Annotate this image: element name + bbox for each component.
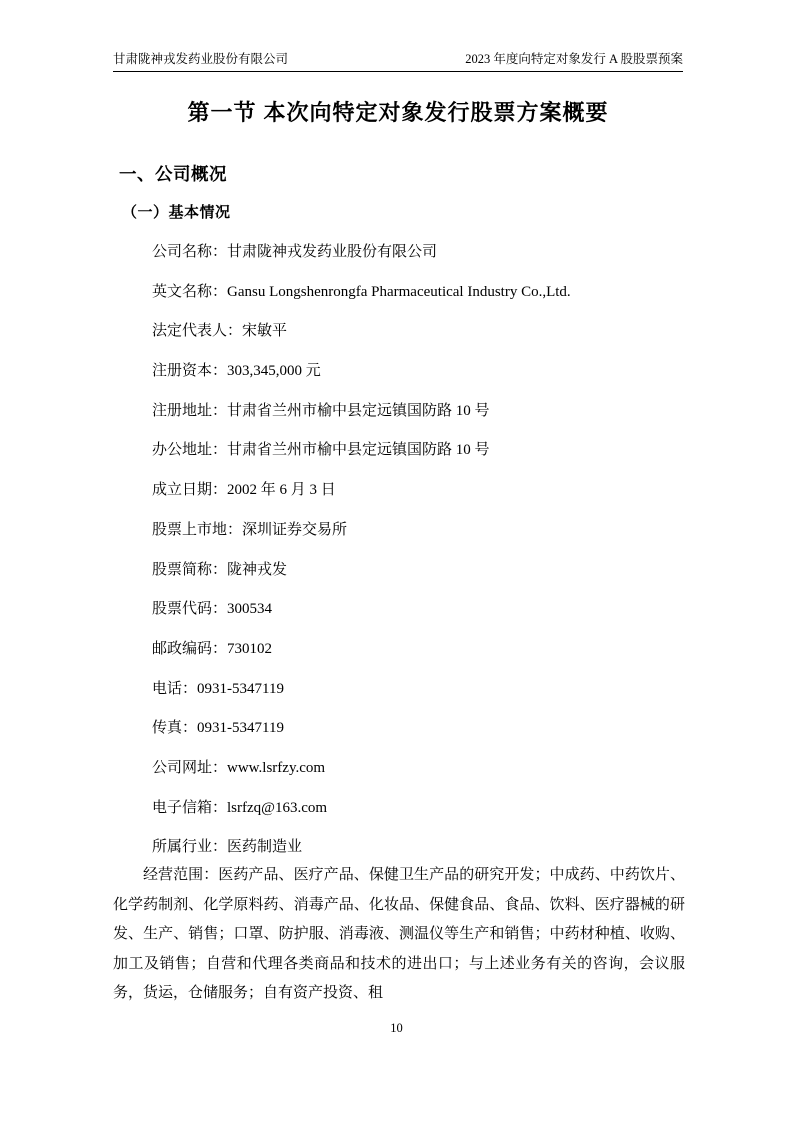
field-value: 甘肃陇神戎发药业股份有限公司 [227, 244, 438, 260]
page-header [113, 50, 683, 72]
field-row [152, 392, 685, 432]
field-row [152, 789, 685, 829]
field-row [152, 590, 685, 630]
page-number: 10 [390, 1021, 403, 1035]
field-label: 办公地址： [152, 442, 228, 459]
field-row [152, 709, 685, 749]
field-label: 法定代表人： [152, 323, 243, 340]
field-label: 所属行业： [152, 839, 228, 856]
field-value: 宋敏平 [242, 323, 288, 340]
business-scope-paragraph: 经营范围：医药产品、医疗产品、保健卫生产品的研究开发；中成药、中药饮片、化学药制剂、化学原料药、消毒产品、化妆品、保健食品、食品、饮料、医疗器械的研发、生产、销售；口罩、防护服、消毒液、测温仪等生产和销售；中药材种植、收购、加工及销售；自营和代理各类商品和技术的进出口；与上述业务有关的咨询，会议服务，货运，仓储服务；自有资产投资、租 [113, 867, 685, 1002]
field-value: 甘肃省兰州市榆中县定远镇国防路 10 号 [227, 442, 490, 459]
field-value: 730102 [227, 640, 273, 657]
chapter-title: 第一节 本次向特定对象发行股票方案概要 [187, 100, 609, 125]
field-value: 医药制造业 [227, 839, 303, 856]
field-value: 深圳证券交易所 [242, 521, 348, 538]
field-label: 股票代码： [152, 601, 228, 618]
field-value: 陇神戎发 [227, 561, 288, 578]
field-value: 0931-5347119 [197, 720, 284, 737]
subsection-heading-basic-info: （一）基本情况 [122, 204, 231, 221]
field-value: 300534 [227, 601, 273, 618]
field-label: 成立日期： [152, 482, 228, 499]
field-value: lsrfzq@163.com [227, 799, 328, 816]
section-heading-company-overview: 一、公司概况 [119, 164, 227, 184]
field-value: 2002 年 6 月 3 日 [227, 482, 336, 499]
field-row [152, 630, 685, 670]
field-value: 甘肃省兰州市榆中县定远镇国防路 10 号 [227, 402, 490, 419]
field-label: 股票简称： [152, 561, 228, 578]
field-row [152, 511, 685, 551]
field-value: 0931-5347119 [197, 680, 284, 697]
header-doc-label: 2023 年度向特定对象发行 A 股股票预案 [465, 52, 683, 66]
company-info-list [152, 233, 685, 868]
field-label: 英文名称： [152, 283, 228, 300]
field-value: www.lsrfzy.com [227, 759, 326, 776]
field-label: 注册资本： [152, 363, 228, 380]
field-label: 电话： [152, 680, 198, 697]
header-company-name: 甘肃陇神戎发药业股份有限公司 [113, 52, 289, 66]
field-row [152, 312, 685, 352]
field-label: 电子信箱： [152, 799, 228, 816]
field-label: 邮政编码： [152, 640, 228, 657]
field-row [152, 471, 685, 511]
field-row [152, 551, 685, 591]
field-row [152, 431, 685, 471]
field-row [152, 273, 685, 313]
field-row [152, 670, 685, 710]
field-label: 公司名称： [152, 244, 228, 260]
field-label: 传真： [152, 720, 198, 737]
field-row [152, 749, 685, 789]
field-row [152, 352, 685, 392]
field-row [152, 233, 685, 273]
field-label: 股票上市地： [152, 521, 243, 538]
field-label: 公司网址： [152, 759, 228, 776]
field-value: 303,345,000 元 [227, 363, 321, 380]
field-value: Gansu Longshenrongfa Pharmaceutical Industry Co.,Ltd. [227, 283, 571, 300]
field-label: 注册地址： [152, 402, 228, 419]
